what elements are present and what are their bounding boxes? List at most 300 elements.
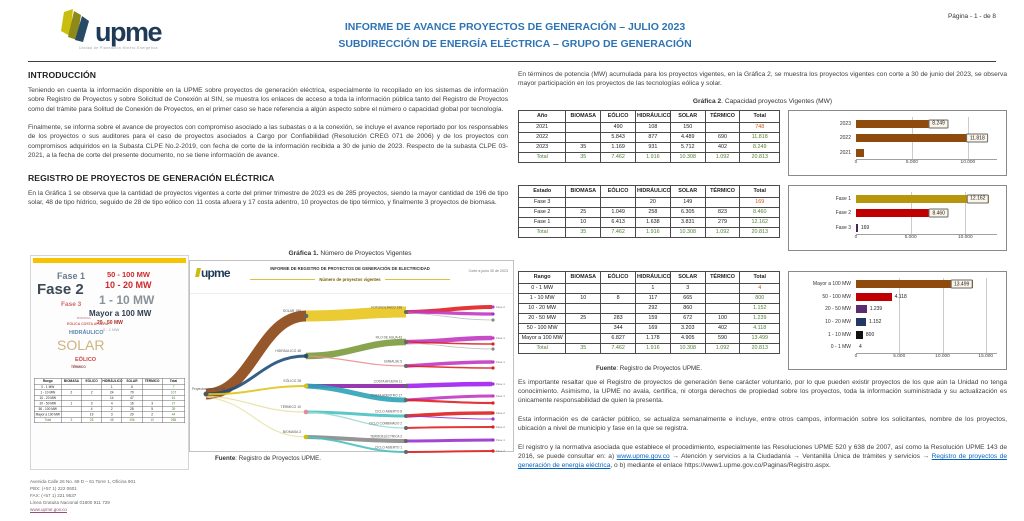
table-cell (566, 303, 601, 313)
column-header: BIOMASA (566, 185, 601, 197)
cloud-term: 50 - 100 MW (107, 270, 150, 279)
table-cell (705, 122, 740, 132)
x-tick-label: 0 (854, 235, 858, 241)
x-tick-label: 5.000 (893, 354, 906, 360)
value-label: 169 (860, 224, 870, 231)
table-cell: 6.413 (601, 217, 636, 227)
upme-logo-text: upme (95, 16, 162, 47)
cloud-term: HIDRÁULICO (69, 330, 104, 336)
table-cell: 117 (635, 293, 670, 303)
table-cell: 0 - 1 MW (34, 384, 61, 390)
category-label: 2023 (839, 120, 851, 127)
table-cell: 258 (635, 207, 670, 217)
sankey-label: FILO DE AGUA 43 (375, 335, 402, 340)
table-cell: 20.813 (740, 343, 780, 353)
table-cell: 20.813 (740, 152, 780, 162)
sankey-node (304, 384, 309, 389)
table-cell: 108 (635, 122, 670, 132)
table-cell: 344 (601, 323, 636, 333)
value-label: 12.162 (967, 194, 989, 203)
grafica1-inner-subtitle: Número de proyectos vigentes (319, 277, 381, 282)
column-header: HIDRÁULICO (635, 185, 670, 197)
table-cell: 7.462 (601, 227, 636, 237)
sankey-node (491, 366, 494, 369)
table-cell: Total (34, 417, 61, 423)
bar-track (856, 149, 997, 157)
table-cell: 5.712 (670, 142, 705, 152)
table-cell: 672 (670, 313, 705, 323)
footer-website-link[interactable]: www.upme.gov.co (30, 507, 67, 513)
table-cell: 931 (635, 142, 670, 152)
word-cloud-thumbnail (30, 255, 189, 470)
value-label: 8.460 (929, 209, 949, 218)
upme-logo-tagline: Unidad de Planeación Minero Energética (79, 46, 158, 50)
sankey-label: Proyectos vigentes 285 (192, 387, 226, 391)
table-cell: 47 (122, 395, 142, 401)
document-title-line2: SUBDIRECCIÓN DE ENERGÍA ELÉCTRICA – GRUPO DE GENERACIÓN (338, 38, 692, 51)
sankey-node (491, 401, 494, 404)
sankey-node (404, 384, 408, 388)
grafica2-row-year (518, 110, 1007, 176)
table-cell: 20 - 50 MW (519, 313, 566, 323)
right-paragraph-4: El registro y la normativa asociada que establece el procedimiento, especialmente las Resoluciones UPME 520 y 638 de 2007, así como la Resolución UPME 143 de 2016, se puede consultar en: a) www.upme.gov.co → Atención y servicios a la Ciudadanía → Ventanilla Única de trámites y servicios → Registro de proyectos de generación de energía eléctrica, o b) mediante el enlace https://www1.upme.gov.co/Paginas/Registro.aspx. (518, 443, 1008, 470)
grafica2-row-rango (518, 271, 1007, 372)
table-cell (601, 197, 636, 207)
category-label: 2022 (839, 135, 851, 142)
table-cell: 2022 (519, 132, 566, 142)
cloud-term: 1 - 10 MW (99, 293, 155, 307)
sankey-label: EMBALSE 5 (384, 359, 402, 364)
table-cell: 12.162 (740, 217, 780, 227)
table-cell: 2 (82, 390, 102, 396)
table-row (519, 197, 780, 207)
cloud-term: 0 - 1 MW (103, 327, 120, 332)
table-cell: 279 (705, 217, 740, 227)
footer-contact (30, 478, 136, 514)
chart-row (793, 117, 997, 131)
table-cell: 3 (142, 401, 162, 407)
grafica1-source: Fuente: Registro de Proyectos UPME. (215, 455, 321, 462)
table-cell: Fase 1 (519, 217, 566, 227)
table-cell: 149 (670, 197, 705, 207)
table-row (519, 313, 780, 323)
sankey-node (491, 312, 494, 315)
footer-fax: FAX: (+57 1) 221 9537 (30, 493, 77, 499)
table-cell: 1 (61, 401, 81, 407)
sankey-chart (190, 294, 511, 453)
sankey-ribbon (406, 338, 492, 342)
section-heading-introduccion: INTRODUCCIÓN (28, 70, 97, 80)
right-paragraph-2: Es importante resaltar que el Registro de proyectos de generación tiene carácter voluntario, por lo que pueden existir proyectos de los que aún la Unidad no tenga conocimiento. Asimismo, la UPME no avala, certifica, ni otorga derechos de propiedad sobre los proyectos, toda la información suministrada y su actualización es únicamente responsabilidad de quien la presenta. (518, 378, 1007, 405)
sankey-node (491, 449, 494, 452)
bar-track (856, 343, 997, 351)
table-cell: 3 (61, 417, 81, 423)
bar (856, 293, 892, 301)
cloud-term: TÉRMICO (71, 365, 86, 369)
sankey-ribbon (406, 384, 492, 386)
bar (856, 149, 864, 157)
category-label: 0 - 1 MW (830, 344, 851, 351)
bar-track (856, 224, 997, 232)
sankey-ribbon (406, 413, 492, 416)
table-cell: 7.462 (601, 343, 636, 353)
table-cell: 20 (122, 412, 142, 418)
x-tick-label: 5.000 (905, 160, 918, 166)
upme-logo-icon (55, 6, 95, 44)
table-cell: 0 - 1 MW (519, 283, 566, 293)
sankey-ribbon (306, 312, 406, 316)
table-cell: 8.460 (740, 207, 780, 217)
cloud-term: SOLAR (57, 337, 105, 353)
sankey-label: CICLO ABIERTO 8 (375, 409, 402, 414)
table-row (519, 303, 780, 313)
column-header: EÓLICO (601, 271, 636, 283)
table-row (519, 343, 780, 353)
table-cell: 7.462 (601, 152, 636, 162)
column-header: EÓLICO (601, 185, 636, 197)
table-cell: 3.203 (670, 323, 705, 333)
cloud-term: BIOMASA (77, 316, 91, 320)
sankey-node (491, 438, 494, 441)
table-cell: 1.916 (635, 152, 670, 162)
category-label: 20 - 50 MW (825, 306, 851, 313)
sankey-node (491, 336, 494, 339)
table-cell: 748 (740, 122, 780, 132)
column-header: Rango (34, 378, 61, 384)
section-heading-registro: REGISTRO DE PROYECTOS DE GENERACIÓN ELÉCTRICA (28, 172, 275, 183)
table-cell: 28 (82, 417, 102, 423)
sankey-label: EÓLICO 28 (283, 379, 301, 383)
table-cell: 5.843 (601, 132, 636, 142)
cloud-term: 20 - 50 MW (97, 320, 123, 326)
sankey-node (304, 354, 309, 359)
table-cell: 3 (670, 283, 705, 293)
bar-track (856, 120, 997, 128)
category-label: Fase 1 (835, 195, 851, 202)
chart-row (793, 220, 997, 234)
table-cell: 1 (635, 283, 670, 293)
chart-row (793, 341, 997, 354)
table-cell: 2 (142, 412, 162, 418)
table-cell: 1.638 (635, 217, 670, 227)
column-header: SOLAR (122, 378, 142, 384)
bar (856, 224, 858, 232)
table-cell: 823 (705, 207, 740, 217)
table-capacity-by-rango (518, 271, 780, 372)
table-cell: 4 (102, 401, 122, 407)
data-table (518, 110, 780, 163)
table-cell: Total (519, 152, 566, 162)
table-cell: 35 (566, 152, 601, 162)
table-cell: 50 - 100 MW (34, 406, 61, 412)
table-cell: 1.152 (740, 303, 780, 313)
chart-row (793, 303, 997, 316)
cloud-term: Mayor a 100 MW (89, 309, 152, 318)
cloud-term: Fase 3 (61, 301, 82, 308)
x-tick-label: 10.000 (960, 160, 976, 166)
chart-row (793, 290, 997, 303)
chart-row (793, 131, 997, 145)
upme-website-link[interactable]: www.upme.gov.co (616, 452, 670, 460)
table-cell: 169 (740, 197, 780, 207)
sankey-node (491, 382, 494, 385)
table-cell: 590 (705, 333, 740, 343)
bar-chart-capacity-by-rango (788, 271, 1007, 370)
table-cell: 11.818 (740, 132, 780, 142)
footer-hotline: Línea Gratuita Nacional 01800 911 729 (30, 500, 110, 506)
table-cell: 35 (566, 142, 601, 152)
sankey-ribbon (206, 396, 306, 412)
grafica1-caption: Gráfica 1. Número de Proyectos Vigentes (288, 250, 412, 257)
bar-track (856, 209, 997, 217)
sankey-label: TERMOELÉCTRICA 2 (370, 434, 402, 439)
table-cell: 3.831 (670, 217, 705, 227)
bar-track (856, 305, 997, 313)
table-row (519, 132, 780, 142)
column-header: BIOMASA (61, 378, 81, 384)
sankey-node (491, 425, 494, 428)
table-cell: 16 (122, 401, 142, 407)
table-cell: Mayor a 100 MW (35, 412, 60, 417)
table-cell: 402 (705, 142, 740, 152)
sankey-label: CICLO COMBINADO 2 (369, 421, 402, 426)
table-cell: 4.118 (740, 323, 780, 333)
sankey-node (491, 411, 494, 414)
table-cell: 1.049 (601, 207, 636, 217)
x-tick-label: 5.000 (904, 235, 917, 241)
bar-track (856, 134, 997, 142)
table-cell: 2023 (519, 142, 566, 152)
table-cell (601, 303, 636, 313)
sankey-node (404, 310, 408, 314)
left-column (28, 70, 508, 216)
table-cell: 2021 (519, 122, 566, 132)
column-header: Total (740, 110, 780, 122)
bar-track (856, 318, 997, 326)
right-column (518, 70, 1007, 480)
table-row (519, 323, 780, 333)
table-cell: 1.169 (601, 142, 636, 152)
sankey-label: SOLAR 196 (282, 309, 301, 313)
grafica1-inner-title: INFORME DE REGISTRO DE PROYECTOS DE GENERACIÓN DE ELECTRICIDAD (270, 266, 430, 271)
value-label: 4 (859, 344, 862, 351)
table-cell: 6.305 (670, 207, 705, 217)
registro-paragraph-1: En la Gráfica 1 se observa que la cantidad de proyectos vigentes a corte del primer trimestre de 2023 es de 285 proyectos, siendo la mayor cantidad de 196 de tipo solar, 48 de tipo hídrico, seguido de 28 de tipo eólico con 11 costa afuera y 17 costa adentro, 10 proyectos de tipo térmico, y finalmente 3 proyectos de biomasa. (28, 189, 508, 206)
grafica2-caption: Gráfica 2. Capacidad proyectos Vigentes (MW) (692, 97, 833, 105)
right-paragraph-1: En términos de potencia (MW) acumulada para los proyectos vigentes, en la Gráfica 2, se muestra los proyectos vigentes con corte a 30 de junio del 2023, se observa mayor participación en los proyectos de las tecnologías eólica y solar. (518, 71, 1007, 88)
sankey-ribbon (406, 400, 492, 403)
sankey-node (491, 417, 494, 420)
table-cell: 292 (635, 303, 670, 313)
sankey-label: CICLO ABIERTO 1 (375, 445, 402, 450)
table-cell: 6.827 (601, 333, 636, 343)
bar-track (856, 331, 997, 339)
table-capacity-by-year (518, 110, 780, 163)
footer-pbx: PBX: (+57 1) 222 0601 (30, 486, 77, 492)
cloud-term: Fase 1 (57, 271, 86, 281)
sankey-node (491, 305, 494, 308)
column-header: TÉRMICO (142, 378, 162, 384)
table-cell: 27 (162, 401, 185, 407)
table-cell: 8 (601, 293, 636, 303)
column-header: EÓLICO (601, 110, 636, 122)
table-cell: 14 (102, 395, 122, 401)
bar-chart-capacity-by-year (788, 110, 1007, 176)
chart-row (793, 145, 997, 159)
data-table (518, 271, 780, 354)
table-row (519, 227, 780, 237)
x-tick-label: 15.000 (978, 354, 994, 360)
table-cell: 5 (142, 406, 162, 412)
registro-proyectos-link[interactable]: Registro de proyectos de generación de energía eléctrica (518, 452, 1008, 470)
value-label: 1.152 (868, 319, 882, 326)
sankey-ribbon (406, 362, 492, 366)
column-header: Total (740, 271, 780, 283)
table-cell: 1 - 10 MW (34, 390, 61, 396)
sankey-label: COSTA ADENTRO 17 (370, 393, 402, 398)
table-cell: 283 (601, 313, 636, 323)
sankey-label: BIOMASA 3 (282, 430, 301, 434)
sankey-label: Fase 1 (496, 336, 505, 340)
column-header: Año (519, 110, 566, 122)
table-cell (566, 283, 601, 293)
value-label: 1.239 (869, 306, 883, 313)
chart-row (793, 206, 997, 220)
sankey-label: FOTOVOLTAICO 196 (371, 305, 402, 310)
table-capacity-by-fase (518, 185, 780, 238)
cloud-term: EÓLICA COSTA AFUERA (67, 322, 109, 326)
value-label: 4.118 (894, 293, 907, 300)
data-table (518, 185, 780, 238)
sankey-ribbon (406, 366, 492, 368)
cloud-term: EÓLICO (75, 357, 97, 363)
column-header: Total (740, 185, 780, 197)
chart-row (793, 278, 997, 291)
cloud-term: Fase 2 (37, 281, 84, 298)
x-tick-label: 0 (854, 160, 858, 166)
document-title (285, 19, 745, 54)
table-cell: 4.905 (670, 333, 705, 343)
grafica1-panel (189, 260, 514, 452)
table-cell: 150 (670, 122, 705, 132)
value-label: 8.249 (929, 119, 949, 128)
grafica2-source: Fuente: Registro de Proyectos UPME. (596, 364, 702, 372)
table-cell: 10 - 20 MW (519, 303, 566, 313)
table-row (519, 142, 780, 152)
sankey-label: Fase 2 (496, 411, 505, 415)
table-cell: 61 (162, 395, 185, 401)
sankey-node (404, 426, 408, 430)
table-cell: 196 (122, 417, 142, 423)
table-cell: 690 (705, 132, 740, 142)
x-tick-label: 10.000 (957, 235, 973, 241)
sankey-label: Fase 1 (496, 360, 505, 364)
table-cell: 2 (102, 406, 122, 412)
sankey-node (404, 450, 408, 454)
table-cell: 107 (162, 390, 185, 396)
column-header: EÓLICO (82, 378, 102, 384)
table-row (519, 283, 780, 293)
table-cell: 4.489 (670, 132, 705, 142)
sankey-ribbon (406, 427, 492, 428)
column-header: Total (162, 378, 185, 384)
grafica2-row-fase (518, 185, 1007, 251)
table-cell: 3 (102, 412, 122, 418)
table-cell: 2 (61, 390, 81, 396)
table-cell: Fase 2 (519, 207, 566, 217)
chart-row (793, 192, 997, 206)
column-header: Estado (519, 185, 566, 197)
table-cell (705, 283, 740, 293)
table-cell: 877 (635, 132, 670, 142)
bar-chart-capacity-by-fase (788, 185, 1007, 251)
x-tick-label: 0 (854, 354, 858, 360)
sankey-label: Fase 1 (496, 438, 505, 442)
value-label: 13.499 (950, 280, 972, 289)
column-header: HIDRÁULICO (102, 379, 123, 383)
header-divider (28, 61, 996, 62)
table-cell: 10 (566, 217, 601, 227)
table-row (519, 122, 780, 132)
column-header: SOLAR (670, 110, 705, 122)
table-row (519, 152, 780, 162)
bar-track (856, 195, 997, 203)
sankey-label: TÉRMICO 10 (280, 405, 301, 409)
table-cell: 39 (162, 406, 185, 412)
table-cell: Total (519, 227, 566, 237)
sankey-node (491, 360, 494, 363)
sankey-node (304, 410, 309, 415)
cloud-term: 10 - 20 MW (105, 280, 152, 290)
value-label: 11.818 (966, 134, 988, 143)
upme-mini-logo: upme (196, 266, 230, 280)
chart-rows (793, 117, 997, 160)
bar (856, 331, 863, 339)
column-header: Rango (519, 271, 566, 283)
sankey-node (491, 318, 494, 321)
category-label: Mayor a 100 MW (812, 281, 851, 288)
table-cell: Mayor a 100 MW (519, 333, 566, 343)
table-cell (566, 132, 601, 142)
table-cell: 25 (566, 207, 601, 217)
category-label: 2021 (839, 149, 851, 156)
column-header: BIOMASA (566, 271, 601, 283)
grafica1-header (190, 261, 513, 294)
table-cell: 1 - 10 MW (519, 293, 566, 303)
table-cell: 48 (102, 417, 122, 423)
subtitle-rule-right (385, 279, 450, 280)
table-cell: 169 (635, 323, 670, 333)
column-header: HIDRÁULICO (635, 271, 670, 283)
table-cell: 3 (82, 401, 102, 407)
table-cell: 20 - 50 MW (34, 401, 61, 407)
intro-paragraph-2: Finalmente, se informa sobre el avance de proyectos con compromiso asociado a las subastas o a la conexión, se incluye el avance reportado por los responsables de los proyectos o sus auditores para el caso de proyectos asociados a Cargo por Confiabilidad (Resolución CREG 071 de 2006) y de los proyectos con compromisos adquiridos en la Subasta CLPE No.2-2019, con fecha de corte de la información recibida a 30 de junio de 2023. Respecto de la subasta CLPE 03-2021, a la fecha de corte del presente documento, no se tiene información de avance. (28, 124, 508, 160)
column-header: TÉRMICO (705, 271, 740, 283)
sankey-node (404, 364, 408, 368)
footer-address: Avenida Calle 26 No. 69 D – 91 Torre 1, Oficina 901 (30, 479, 136, 484)
table-cell: 490 (601, 122, 636, 132)
chart-row (793, 316, 997, 329)
table-cell (705, 293, 740, 303)
table-row (519, 207, 780, 217)
sankey-node (404, 340, 408, 344)
table-cell: 20.813 (740, 227, 780, 237)
table-cell: 7 (162, 384, 185, 390)
table-cell (566, 197, 601, 207)
bar (856, 305, 867, 313)
sankey-node (304, 314, 309, 319)
table-cell: 35 (566, 343, 601, 353)
